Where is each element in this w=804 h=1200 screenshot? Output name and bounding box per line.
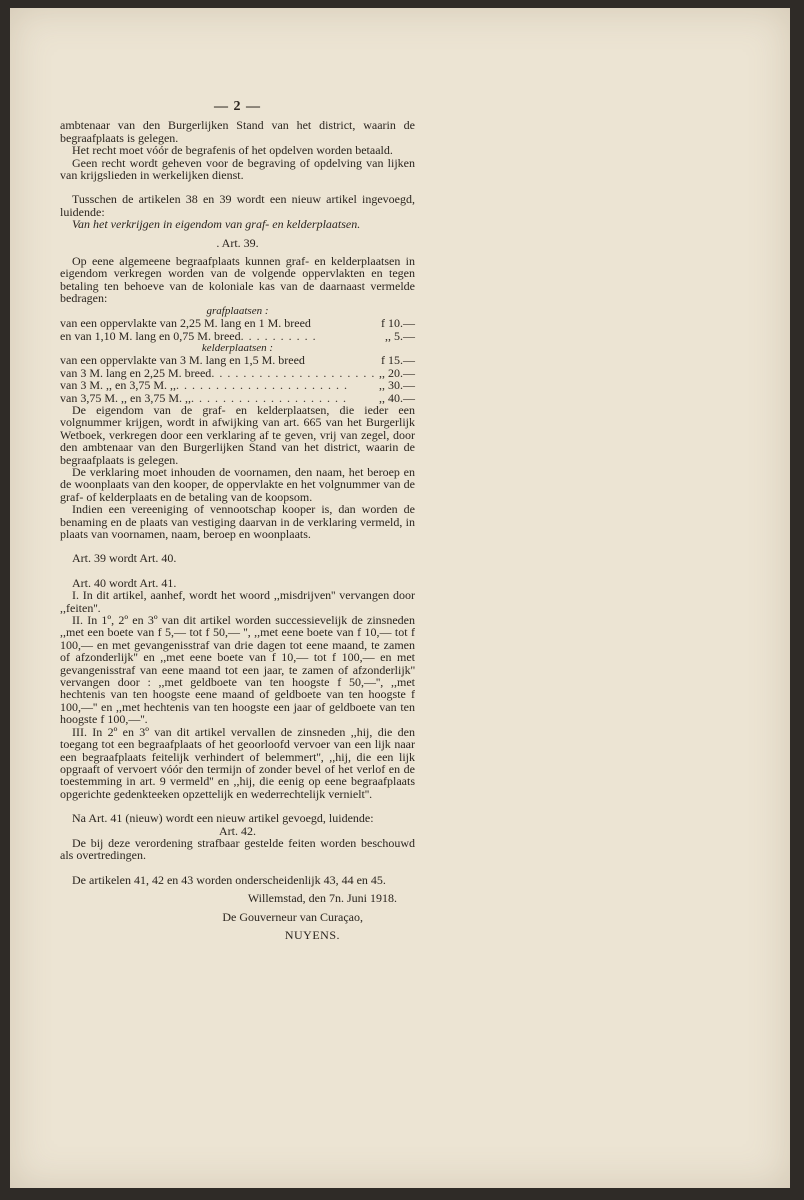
document-text-column [60, 101, 415, 941]
paragraph: Art. 39 wordt Art. 40. [72, 551, 177, 566]
tariff-row [60, 354, 415, 366]
paragraph: De artikelen 41, 42 en 43 worden onderscheidenlijk 43, 44 en 45. [72, 872, 386, 887]
tariff-desc: van een oppervlakte van 2,25 M. lang en 1 M. breed [60, 316, 311, 331]
tariff-dots: . . . . . . . . . . . . . . . . . . . . . [211, 366, 375, 380]
paragraph: ambtenaar van den Burgerlijken Stand van het district, waarin de begraafplaats is gelegen. [60, 118, 415, 145]
tariff-subheading: kelderplaatsen : [201, 341, 274, 354]
tariff-dots: . . . . . . . . . . . . . . . . . . . . . . [176, 379, 348, 392]
paragraph: Het recht moet vóór de begrafenis of het opdelven worden betaald. [72, 143, 393, 158]
tariff-dots [311, 317, 377, 329]
tariff-row [60, 379, 415, 391]
paragraph: III. In 2º en 3º van dit artikel vervallen de zinsneden ,,hij, die den toegang tot een begraafplaats of het geoorloofd vervoer van een lijk naar een begraafplaats feitelijk verhindert of belemmert'', ,,hij, die een lijk opgraaft of vervoert vóór den termijn of zonder bevel of het verlof en de toestemming in art. 9 vermeld'' en ,,hij, die eenig op eene begraafplaats opgerichte gedenkteeken opzettelijk en wederrechtelijk vernielt''. [60, 724, 415, 801]
tariff-dots: . . . . . . . . . . . . . . . . . . . . [191, 391, 347, 404]
paragraph: II. In 1º, 2º en 3º van dit artikel worden successievelijk de zinsneden ,,met een boete van f 5,— tot f 50,— '', ,,met eene boete van f 10,— tot f 100,— en met gevangenisstraf van drie dagen tot eene maand, te zamen of afzonderlijk'' en ,,met eene boete van f 10,— tot f 100,— en met gevangenisstraf van eene maand tot een jaar, te zamen of afzonderlijk'' vervangen door : ,,met geldboete van ten hoogste f 50,—'', ,,met hechtenis van ten hoogste eene maand of geldboete van ten hoogste f 100,—'' en ,,met hechtenis van ten hoogste een jaar of geldboete van ten hoogste f 100,—''. [60, 613, 415, 727]
signatory-title: De Gouverneur van Curaçao, [222, 909, 363, 924]
tariff-desc: van een oppervlakte van 3 M. lang en 1,5 M. breed [60, 353, 305, 368]
tariff-subheading: grafplaatsen : [206, 304, 269, 317]
article-heading: Art. 42. [219, 823, 256, 838]
tariff-price: ,, 5.— [385, 328, 415, 343]
paragraph: Op eene algemeene begraafplaats kunnen graf- en kelderplaatsen in eigendom verkregen worden van de volgende oppervlakten en tegen betaling ten behoeve van de koloniale kas van de daarnaast vermelde bedragen: [60, 254, 415, 306]
section-title: Van het verkrijgen in eigendom van graf- en kelderplaatsen. [72, 217, 361, 232]
tariff-row [60, 317, 415, 329]
paragraph: De eigendom van de graf- en kelderplaatsen, die ieder een volgnummer krijgen, wordt in afwijking van art. 665 van het Burgerlijk Wetboek, verkregen door een verklaring af te geven, vrij van zegel, door den ambtenaar van den Burgerlijken Stand van het district, waarin de begraafplaats is gelegen. [60, 402, 415, 467]
tariff-desc: van 3 M. lang en 2,25 M. breed [60, 365, 212, 380]
document-page [10, 8, 790, 1188]
article-heading: . Art. 39. [216, 235, 259, 250]
tariff-price: f 10.— [381, 316, 415, 331]
tariff-dots: . . . . . . . . . . [240, 329, 317, 342]
paragraph: De bij deze verordening strafbaar gestelde feiten worden beschouwd als overtredingen. [60, 835, 415, 863]
paragraph: Tusschen de artikelen 38 en 39 wordt een nieuw artikel ingevoegd, luidende: [60, 192, 415, 219]
paragraph: Indien een vereeniging of vennootschap kooper is, dan worden de benaming en de plaats van vestiging daarvan in de verklaring vermeld, in plaats van voornamen, naam, beroep en woonplaats. [60, 502, 415, 541]
paragraph: Art. 40 wordt Art. 41. [72, 575, 177, 590]
tariff-price: ,, 30.— [379, 378, 415, 393]
page-number: — 2 — [214, 99, 261, 114]
tariff-dots [305, 354, 377, 366]
tariff-desc: van 3 M. ,, en 3,75 M. ,, [60, 378, 176, 393]
paragraph: I. In dit artikel, aanhef, wordt het woord ,,misdrijven'' vervangen door ,,feiten''. [60, 588, 415, 615]
paragraph: Geen recht wordt geheven voor de begraving of opdelving van lijken van krijgslieden in werkelijken dienst. [60, 155, 415, 183]
tariff-row [60, 330, 415, 342]
place-date: Willemstad, den 7n. Juni 1918. [247, 891, 397, 906]
tariff-desc: van 3,75 M. ,, en 3,75 M. ,, [60, 390, 191, 405]
tariff-price: ,, 20.— [379, 365, 415, 380]
tariff-price: ,, 40.— [379, 390, 415, 405]
signatory-name: NUYENS. [284, 927, 340, 942]
tariff-desc: en van 1,10 M. lang en 0,75 M. breed [60, 328, 241, 343]
tariff-price: f 15.— [381, 353, 415, 368]
paragraph: De verklaring moet inhouden de voornamen, den naam, het beroep en de woonplaats van den kooper, de oppervlakte en het volgnummer van de graf- of kelderplaats en de betaling van de koopsom. [60, 464, 415, 504]
paragraph: Na Art. 41 (nieuw) wordt een nieuw artikel gevoegd, luidende: [72, 811, 374, 826]
